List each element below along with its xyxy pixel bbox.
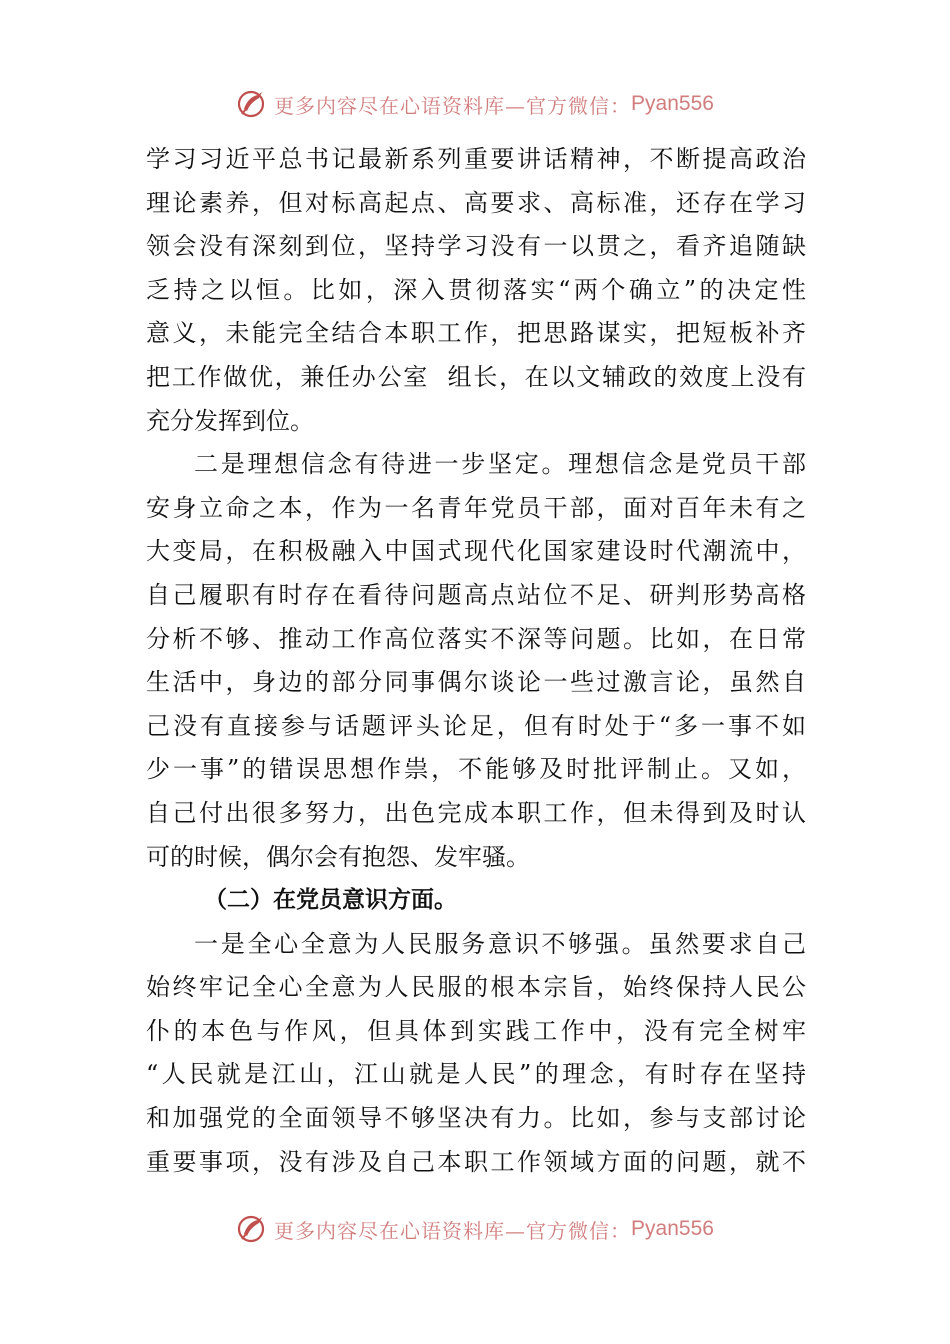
footer-banner	[0, 1209, 950, 1249]
text-line: 充分发挥到位。	[146, 406, 314, 435]
banner-wechat-id: Pyan556	[631, 92, 714, 115]
section-heading: （二）在党员意识方面。	[204, 887, 457, 914]
text-line: 自己付出很多努力，出色完成本职工作，但未得到及时认	[146, 798, 806, 827]
text-line: “人民就是江山，江山就是人民”的理念，有时存在坚持	[146, 1060, 806, 1089]
text-line: 可的时候，偶尔会有抱怨、发牢骚。	[146, 842, 530, 871]
text-line: 大变局，在积极融入中国式现代化国家建设时代潮流中，	[146, 537, 806, 566]
text-line: 少一事”的错误思想作祟，不能够及时批评制止。又如，	[146, 755, 806, 784]
header-banner	[0, 84, 950, 124]
text-line: 安身立命之本，作为一名青年党员干部，面对百年未有之	[146, 493, 806, 522]
banner-text: 更多内容尽在心语资料库—官方微信：	[274, 93, 632, 118]
text-line: 理论素养，但对标高起点、高要求、高标准，还存在学习	[146, 188, 806, 217]
text-line: 和加强党的全面领导不够坚决有力。比如，参与支部讨论	[146, 1104, 806, 1133]
paragraph-heading-line: 二是理想信念有待进一步坚定。理想信念是党员干部	[194, 450, 806, 479]
text-line: 始终牢记全心全意为人民服的根本宗旨，始终保持人民公	[146, 973, 806, 1002]
pen-logo-icon	[236, 87, 270, 121]
banner-wechat-id: Pyan556	[631, 1217, 714, 1240]
text-line: 分析不够、推动工作高位落实不深等问题。比如，在日常	[146, 624, 806, 653]
text-line: 重要事项，没有涉及自己本职工作领域方面的问题，就不	[146, 1147, 806, 1176]
text-line: 仆的本色与作风，但具体到实践工作中，没有完全树牢	[146, 1016, 806, 1045]
text-line: 学习习近平总书记最新系列重要讲话精神，不断提高政治	[146, 145, 806, 173]
pen-logo-icon	[236, 1212, 270, 1246]
banner-text: 更多内容尽在心语资料库—官方微信：	[274, 1218, 632, 1243]
text-line: 意义，未能完全结合本职工作，把思路谋实，把短板补齐	[146, 319, 806, 348]
text-line: 乏持之以恒。比如，深入贯彻落实“两个确立”的决定性	[146, 275, 806, 304]
text-line: 领会没有深刻到位，坚持学习没有一以贯之，看齐追随缺	[146, 232, 806, 261]
text-line: 把工作做优，兼任办公室 组长，在以文辅政的效度上没有	[146, 362, 806, 391]
text-line: 自己履职有时存在看待问题高点站位不足、研判形势高格	[146, 580, 806, 609]
document-body	[146, 138, 806, 1184]
text-line: 己没有直接参与话题评头论足，但有时处于“多一事不如	[146, 711, 806, 740]
paragraph-heading-line: 一是全心全意为人民服务意识不够强。虽然要求自己	[194, 929, 806, 958]
text-line: 生活中，身边的部分同事偶尔谈论一些过激言论，虽然自	[146, 668, 806, 697]
